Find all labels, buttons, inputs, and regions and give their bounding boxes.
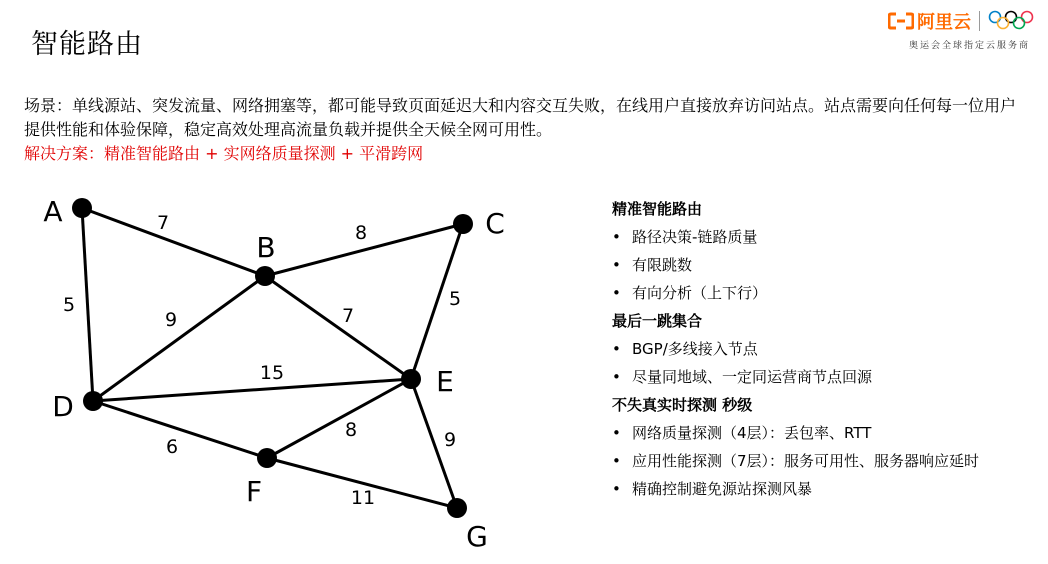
edge-weight-A-B: 7: [156, 212, 170, 234]
node-B: [255, 266, 275, 286]
node-G: [447, 498, 467, 518]
node-label-B: B: [256, 231, 276, 264]
bullet-icon: •: [612, 256, 621, 274]
edge-weight-A-D: 5: [62, 294, 76, 316]
edge-D-F: [93, 401, 267, 458]
bullet-text: BGP/多线接入节点: [632, 340, 758, 358]
section-heading: 最后一跳集合: [612, 312, 703, 330]
bullet-icon: •: [612, 284, 621, 302]
bullet-text: 网络质量探测（4层）：丢包率、RTT: [632, 424, 872, 442]
edge-weight-B-C: 8: [354, 222, 368, 244]
brand-divider: [979, 11, 980, 31]
bullet-item: [612, 282, 1042, 310]
brand-name: 阿里云: [917, 12, 971, 33]
aliyun-logo: [888, 8, 971, 34]
edge-weight-B-D: 9: [164, 309, 178, 331]
solution-text: 解决方案：精准智能路由 + 实网络质量探测 + 平滑跨网: [24, 144, 424, 163]
edge-weight-D-F: 6: [165, 436, 179, 458]
bullet-icon: •: [612, 424, 621, 442]
edge-weight-C-E: 5: [448, 288, 462, 310]
bullet-item: [612, 478, 1042, 506]
edge-B-D: [93, 276, 265, 401]
edge-weight-F-E: 8: [344, 419, 358, 441]
section-heading: 不失真实时探测 秒级: [612, 396, 753, 414]
node-label-A: A: [43, 195, 63, 228]
node-label-D: D: [52, 390, 74, 423]
bullet-text: 应用性能探测（7层）：服务可用性、服务器响应延时: [632, 452, 980, 470]
edge-weight-F-G: 11: [350, 487, 376, 509]
edge-A-D: [82, 208, 93, 401]
node-label-G: G: [466, 520, 488, 553]
bullet-icon: •: [612, 228, 621, 246]
bullet-text: 路径决策-链路质量: [632, 228, 758, 246]
olympic-rings-icon: [988, 10, 1034, 32]
bullet-text: 尽量同地域、一定同运营商节点回源: [632, 368, 873, 386]
aliyun-bracket-icon: [888, 12, 914, 30]
graph-labels: [43, 195, 504, 553]
edge-weight-E-G: 9: [443, 429, 457, 451]
bullet-icon: •: [612, 340, 621, 358]
bullet-item: [612, 366, 1042, 394]
bullet-item: [612, 254, 1042, 282]
feature-panel: [612, 198, 1042, 506]
edge-A-B: [82, 208, 265, 276]
bullet-text: 有限跳数: [632, 256, 693, 274]
edge-weight-D-E: 15: [259, 362, 285, 384]
node-C: [453, 214, 473, 234]
scenario-text: 场景：单线源站、突发流量、网络拥塞等，都可能导致页面延迟大和内容交互失败，在线用户直接放弃访问站点。站点需要向任何每一位用户提供性能和体验保障，稳定高效处理高流量负载并提供全天候全网可用性。: [24, 96, 1017, 139]
bullet-icon: •: [612, 452, 621, 470]
brand-row: [888, 8, 1034, 34]
bullet-item: [612, 422, 1042, 450]
edge-D-E: [93, 379, 411, 401]
node-E: [401, 369, 421, 389]
bullet-text: 有向分析（上下行）: [632, 284, 768, 302]
brand-subtitle: 奥运会全球指定云服务商: [908, 41, 1030, 51]
bullet-icon: •: [612, 480, 621, 498]
bullet-item: [612, 226, 1042, 254]
bullet-icon: •: [612, 368, 621, 386]
routing-graph: [0, 180, 560, 564]
bullet-text: 精确控制避免源站探测风暴: [632, 480, 813, 498]
node-label-F: F: [245, 475, 263, 508]
node-label-C: C: [485, 207, 505, 240]
bullet-item: [612, 338, 1042, 366]
node-F: [257, 448, 277, 468]
node-label-E: E: [436, 365, 454, 398]
node-D: [83, 391, 103, 411]
edge-F-E: [267, 379, 411, 458]
bullet-item: [612, 450, 1042, 478]
intro-text: [24, 94, 1024, 166]
edge-weight-B-E: 7: [341, 305, 355, 327]
edge-B-E: [265, 276, 411, 379]
brand-logo-block: [874, 6, 1034, 56]
page-title: 智能路由: [31, 29, 143, 60]
node-A: [72, 198, 92, 218]
section-heading: 精准智能路由: [612, 200, 703, 218]
